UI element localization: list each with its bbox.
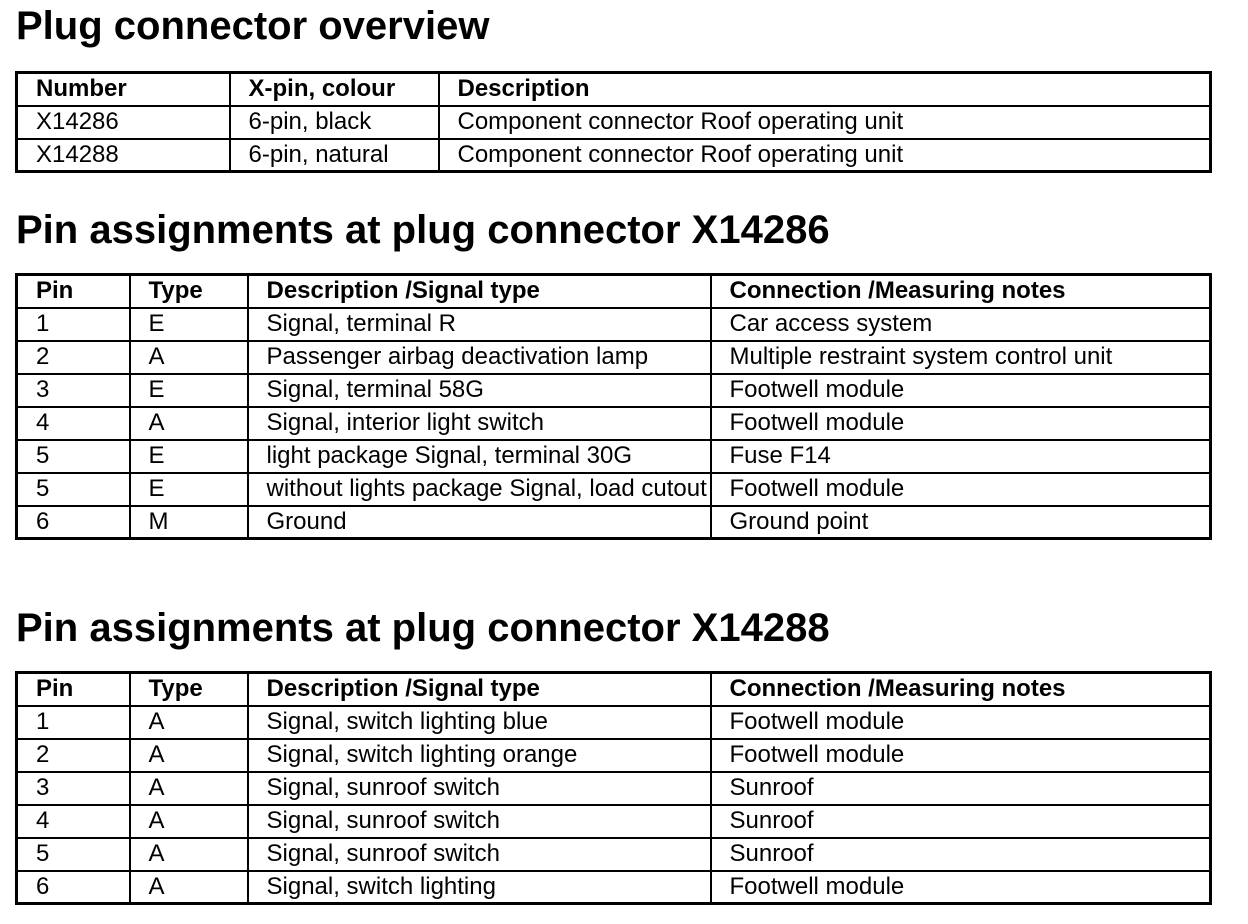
connection-cell: Sunroof: [711, 772, 1211, 805]
table-row: [17, 374, 1211, 407]
description-cell: Signal, terminal R: [248, 308, 711, 341]
header-row: [17, 73, 1211, 106]
column-header: Pin: [17, 673, 130, 706]
type-cell: A: [130, 341, 248, 374]
table-cell: 6-pin, natural: [230, 139, 439, 172]
table-row: [17, 473, 1211, 506]
connection-cell: Footwell module: [711, 706, 1211, 739]
column-header: Type: [130, 275, 248, 308]
pin-cell: 3: [17, 374, 130, 407]
type-cell: A: [130, 407, 248, 440]
table-cell: X14286: [17, 106, 230, 139]
header-row: [17, 673, 1211, 706]
column-header: Number: [17, 73, 230, 106]
table-row: [17, 308, 1211, 341]
pin-cell: 4: [17, 805, 130, 838]
table-row: [17, 772, 1211, 805]
column-header: Connection /Measuring notes: [711, 275, 1211, 308]
description-cell: Signal, sunroof switch: [248, 772, 711, 805]
connection-cell: Car access system: [711, 308, 1211, 341]
x14286-title: Pin assignments at plug connector X14286: [16, 208, 830, 252]
table-row: [17, 506, 1211, 539]
type-cell: A: [130, 838, 248, 871]
table-cell: X14288: [17, 139, 230, 172]
table-row: [17, 805, 1211, 838]
type-cell: E: [130, 440, 248, 473]
description-cell: Signal, sunroof switch: [248, 805, 711, 838]
table-row: [17, 341, 1211, 374]
type-cell: A: [130, 805, 248, 838]
x14288-title: Pin assignments at plug connector X14288: [16, 606, 830, 650]
type-cell: A: [130, 871, 248, 904]
connection-cell: Footwell module: [711, 473, 1211, 506]
description-cell: light package Signal, terminal 30G: [248, 440, 711, 473]
pin-cell: 6: [17, 871, 130, 904]
table-cell: 6-pin, black: [230, 106, 439, 139]
pin-cell: 2: [17, 739, 130, 772]
column-header: Connection /Measuring notes: [711, 673, 1211, 706]
pin-cell: 4: [17, 407, 130, 440]
pin-cell: 5: [17, 440, 130, 473]
table-row: [17, 838, 1211, 871]
column-header: X-pin, colour: [230, 73, 439, 106]
column-header: Description /Signal type: [248, 275, 711, 308]
description-cell: Signal, sunroof switch: [248, 838, 711, 871]
type-cell: A: [130, 706, 248, 739]
column-header: Description: [439, 73, 1211, 106]
pin-cell: 5: [17, 838, 130, 871]
column-header: Pin: [17, 275, 130, 308]
description-cell: without lights package Signal, load cutout: [248, 473, 711, 506]
pin-cell: 5: [17, 473, 130, 506]
connection-cell: Footwell module: [711, 374, 1211, 407]
type-cell: E: [130, 374, 248, 407]
connection-cell: Fuse F14: [711, 440, 1211, 473]
table-cell: Component connector Roof operating unit: [439, 139, 1211, 172]
table-row: [17, 739, 1211, 772]
description-cell: Signal, switch lighting blue: [248, 706, 711, 739]
connection-cell: Ground point: [711, 506, 1211, 539]
connection-cell: Sunroof: [711, 805, 1211, 838]
table-row: [17, 407, 1211, 440]
description-cell: Ground: [248, 506, 711, 539]
table-cell: Component connector Roof operating unit: [439, 106, 1211, 139]
connection-cell: Footwell module: [711, 407, 1211, 440]
connection-cell: Multiple restraint system control unit: [711, 341, 1211, 374]
pin-cell: 2: [17, 341, 130, 374]
pin-cell: 1: [17, 308, 130, 341]
table-row: [17, 440, 1211, 473]
type-cell: A: [130, 772, 248, 805]
table-row: [17, 706, 1211, 739]
pin-cell: 6: [17, 506, 130, 539]
table-row: [17, 106, 1211, 139]
column-header: Description /Signal type: [248, 673, 711, 706]
pin-cell: 1: [17, 706, 130, 739]
header-row: [17, 275, 1211, 308]
connection-cell: Footwell module: [711, 871, 1211, 904]
column-header: Type: [130, 673, 248, 706]
description-cell: Passenger airbag deactivation lamp: [248, 341, 711, 374]
connection-cell: Sunroof: [711, 838, 1211, 871]
type-cell: E: [130, 308, 248, 341]
description-cell: Signal, interior light switch: [248, 407, 711, 440]
table-row: [17, 871, 1211, 904]
description-cell: Signal, switch lighting: [248, 871, 711, 904]
type-cell: A: [130, 739, 248, 772]
type-cell: M: [130, 506, 248, 539]
x14288-pin-table: [15, 671, 1212, 905]
type-cell: E: [130, 473, 248, 506]
description-cell: Signal, switch lighting orange: [248, 739, 711, 772]
connection-cell: Footwell module: [711, 739, 1211, 772]
overview-title: Plug connector overview: [16, 4, 490, 48]
pin-cell: 3: [17, 772, 130, 805]
x14286-pin-table: [15, 273, 1212, 540]
description-cell: Signal, terminal 58G: [248, 374, 711, 407]
overview-table: [15, 71, 1212, 173]
table-row: [17, 139, 1211, 172]
